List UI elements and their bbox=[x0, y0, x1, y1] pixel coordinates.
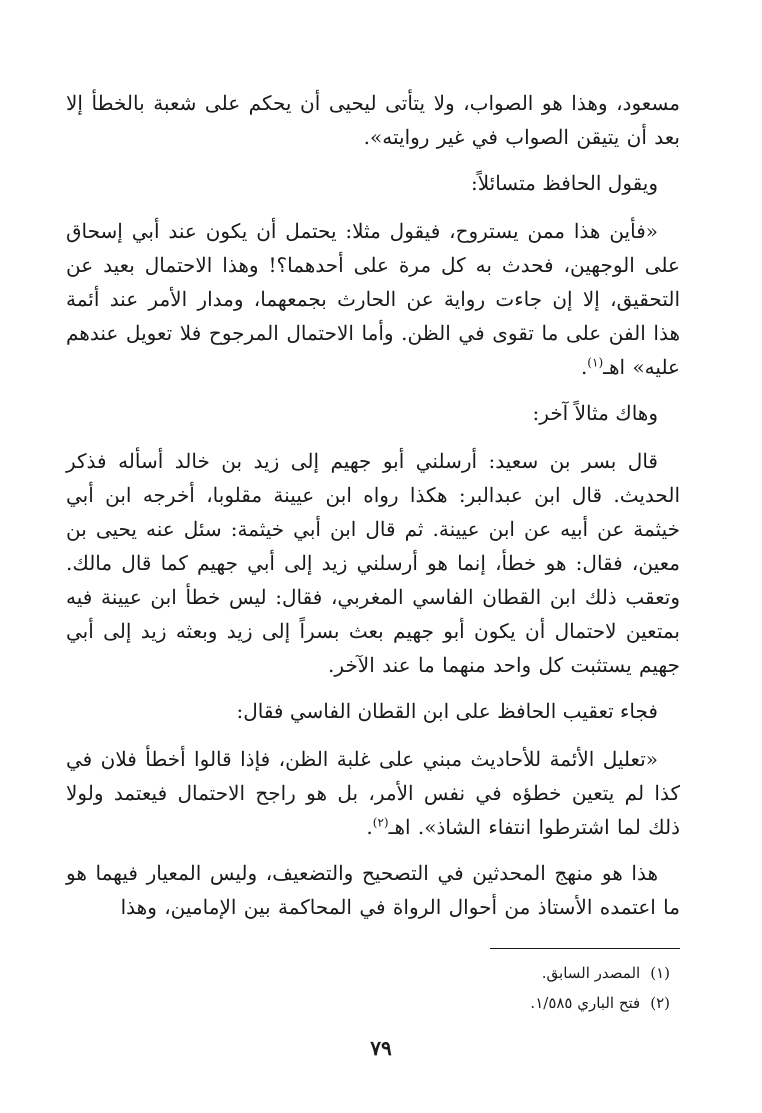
page-number: ٧٩ bbox=[370, 1036, 392, 1060]
paragraph-1: مسعود، وهذا هو الصواب، ولا يتأتى ليحيى أن يحكم على شعبة بالخطأ إلا بعد أن يتيقن الصواب في غير روايته». bbox=[66, 91, 680, 149]
footnote-separator bbox=[490, 948, 680, 949]
paragraph-4: وهاك مثالاً آخر: bbox=[532, 401, 658, 425]
paragraph-2: ويقول الحافظ متسائلاً: bbox=[470, 171, 658, 195]
footnote-1: (١)المصدر السابق. bbox=[541, 964, 670, 982]
paragraph-6: فجاء تعقيب الحافظ على ابن القطان الفاسي فقال: bbox=[236, 699, 658, 723]
paragraph-5: قال بسر بن سعيد: أرسلني أبو جهيم إلى زيد بن خالد أسأله فذكر الحديث. قال ابن عبدالبر: هكذا رواه ابن عيينة مقلوبا، أخرجه ابن أبي خيثمة عن أبيه عن ابن عيينة. ثم قال ابن أبي خيثمة: سئل عنه يحيى بن معين، فقال: هو خطأ، إنما هو أرسلني زيد إلى أبي جهيم كما قال مالك. وتعقب ذلك ابن القطان الفاسي المغربي، فقال: ليس خطأ ابن عيينة فيه بمتعين لاحتمال أن يكون أبو جهيم بعث بسراً إلى زيد وبعثه زيد إلى أبي جهيم يستثبت كل واحد منهما ما عند الآخر. bbox=[66, 449, 680, 677]
page-body bbox=[66, 86, 680, 936]
footnote-ref-2[interactable]: (٢) bbox=[372, 815, 389, 830]
paragraph-7-quote: «تعليل الأئمة للأحاديث مبني على غلبة الظن، فإذا قالوا أخطأ فلان في كذا لم يتعين خطؤه في نفس الأمر، بل هو راجح الاحتمال فيعتمد ولولا ذلك لما اشترطوا انتفاء الشاذ». اهـ$^{(٢)}$. bbox=[66, 747, 680, 839]
footnotes bbox=[270, 958, 670, 1018]
paragraph-3-quote: «فأين هذا ممن يستروح، فيقول مثلا: يحتمل أن يكون عند أبي إسحاق على الوجهين، فحدث به كل مرة على أحدهما؟! وهذا الاحتمال بعيد عن التحقيق، إلا إن جاءت رواية عن الحارث بجمعهما، ومدار الأمر عند أئمة هذا الفن على ما تقوى في الظن. وأما الاحتمال المرجوح فلا تعويل عندهم عليه» اهـ$^{(١)}$. bbox=[66, 219, 680, 379]
footnote-ref-1[interactable]: (١) bbox=[587, 355, 604, 370]
paragraph-8: هذا هو منهج المحدثين في التصحيح والتضعيف، وليس المعيار فيهما هو ما اعتمده الأستاذ من أحوال الرواة في المحاكمة بين الإمامين، وهذا bbox=[66, 861, 680, 919]
footnote-2: (٢)فتح الباري ١/٥٨٥. bbox=[530, 994, 670, 1012]
